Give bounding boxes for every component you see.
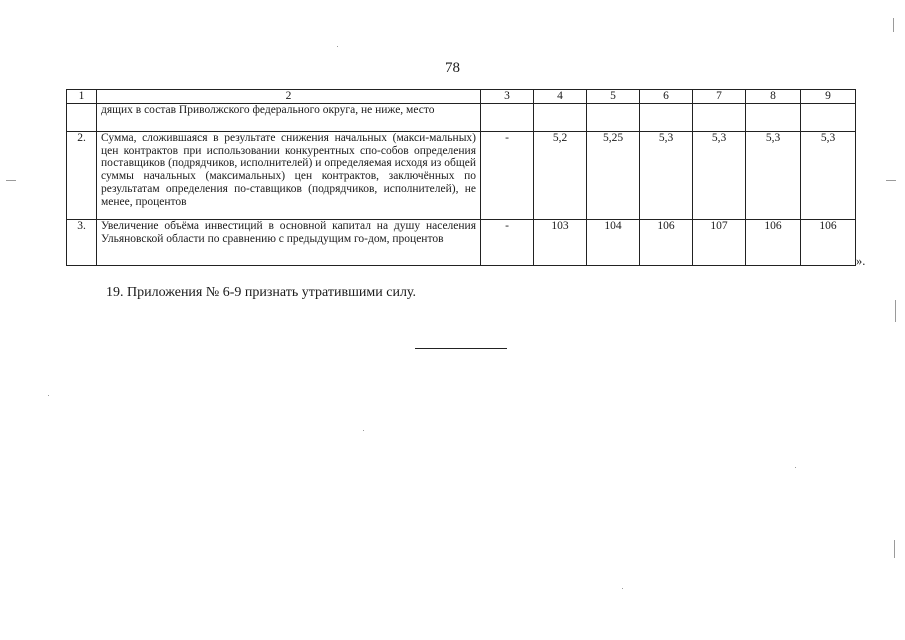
scan-speck (893, 18, 894, 32)
separator-line (415, 348, 507, 349)
row-value: 106 (640, 220, 693, 266)
header-cell: 8 (746, 90, 801, 104)
header-cell: 4 (534, 90, 587, 104)
page-number: 78 (445, 60, 460, 76)
row-value (587, 104, 640, 132)
row-value: 103 (534, 220, 587, 266)
row-col3: - (481, 220, 534, 266)
row-index: 2. (67, 132, 97, 220)
row-value: 5,3 (640, 132, 693, 220)
table-row (67, 220, 856, 266)
header-cell: 6 (640, 90, 693, 104)
row-value: 106 (746, 220, 801, 266)
row-value (801, 104, 856, 132)
row-index: 3. (67, 220, 97, 266)
header-cell: 2 (97, 90, 481, 104)
header-cell: 7 (693, 90, 746, 104)
row-description: дящих в состав Приволжского федерального округа, не ниже, место (97, 104, 481, 132)
scan-speck (48, 395, 49, 396)
row-value (534, 104, 587, 132)
row-col3: - (481, 132, 534, 220)
row-value: 104 (587, 220, 640, 266)
table-row (67, 132, 856, 220)
indicators-table (66, 89, 856, 266)
row-value: 106 (801, 220, 856, 266)
scan-speck (795, 467, 796, 468)
header-cell: 3 (481, 90, 534, 104)
table-header-row (67, 90, 856, 104)
scan-speck (6, 180, 16, 181)
row-value: 5,3 (746, 132, 801, 220)
closing-quote: ». (856, 254, 866, 268)
scan-speck (886, 180, 896, 181)
scan-speck (894, 540, 895, 558)
scan-speck (622, 588, 623, 589)
row-description: Увеличение объёма инвестиций в основной капитал на душу населения Ульяновской области по сравнению с предыдущим го-дом, процентов (97, 220, 481, 266)
row-index (67, 104, 97, 132)
row-value: 5,3 (693, 132, 746, 220)
header-cell: 1 (67, 90, 97, 104)
row-value: 5,3 (801, 132, 856, 220)
header-cell: 5 (587, 90, 640, 104)
scan-speck (363, 430, 364, 431)
scan-speck (337, 46, 338, 47)
row-description: Сумма, сложившаяся в результате снижения начальных (макси-мальных) цен контрактов при использовании конкурентных спо-собов определения поставщиков (подрядчиков, исполнителей) и определяемая исходя из общей суммы начальных (максимальных) цен контрактов, заключённых по результатам определения по-ставщиков (подрядчиков, исполнителей), не менее, процентов (97, 132, 481, 220)
row-value (640, 104, 693, 132)
row-value (746, 104, 801, 132)
table-row (67, 104, 856, 132)
row-value (693, 104, 746, 132)
scan-speck (895, 300, 896, 322)
row-value: 107 (693, 220, 746, 266)
header-cell: 9 (801, 90, 856, 104)
row-col3 (481, 104, 534, 132)
row-value: 5,25 (587, 132, 640, 220)
paragraph-19: 19. Приложения № 6-9 признать утратившими силу. (106, 285, 417, 300)
row-value: 5,2 (534, 132, 587, 220)
